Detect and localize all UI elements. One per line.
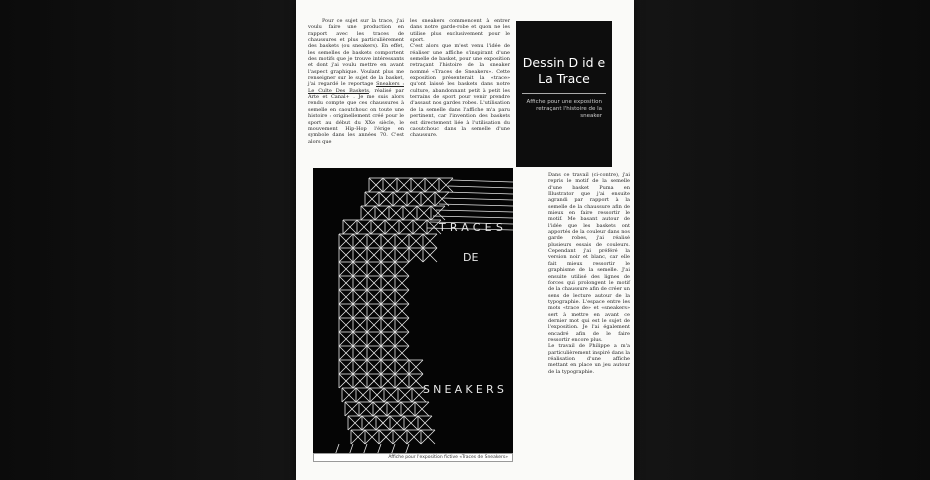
magazine-page <box>296 0 634 480</box>
title-box <box>516 21 612 167</box>
pattern-line <box>436 210 513 212</box>
paragraph: C'est alors que m'est venu l'idée de réaliser une affiche s'inspirant d'une semelle de basket, pour une exposition retraçant l'histoire de la sneaker nommé «Traces de Sneakers». Cette exposition présenterait la «trace» qu'ont laissé les baskets dans notre culture, abandonnant petit à petit les terrains de sport pour venir prendre d'assaut nos gardes robes. L'utilisation de la semelle dans l'affiche m'a paru pertinent, car l'invention des baskets est directement liée à l'utilisation du caoutchouc dans la semelle d'une chaussure. <box>410 43 510 139</box>
paragraph: les sneakers commencent à entrer dans notre garde-robe et quon ne les utilise plus exclusivement pour le sport. <box>410 18 510 44</box>
paragraph <box>308 18 404 145</box>
pattern-line <box>433 216 513 218</box>
pattern-line <box>442 198 513 200</box>
text-column-middle <box>410 18 510 139</box>
text-run: Pour ce sujet sur la trace, j'ai voulu faire une production en rapport avec les traces de chaussures et plus particulièrement des baskets (ou sneakers). En effet, les semelles de baskets comportent des motifs que je trouve intéressants et dont j'ai voulu mettre en avant l'aspect graphique. Voulant plus me renseigner sur le sujet de la basket, j'ai regardé le reportage <box>308 18 404 88</box>
title-line-1: Dessin D id e <box>522 55 606 70</box>
documentary-title: Sneakers : Le Culte Des Baskets <box>308 81 404 94</box>
poster-word-de: DE <box>463 251 479 264</box>
divider <box>522 93 606 94</box>
article-title <box>516 55 612 87</box>
sole-pattern-graphic <box>313 168 513 461</box>
pattern-line <box>451 180 513 182</box>
pattern-line <box>448 186 513 188</box>
paragraph: Dans ce travail (ci-contre), j'ai repris le motif de la semelle d'une basket Puma en Illustrator que j'ai ensuite agrandi par rapport à la semelle de la chaussure afin de mieux en faire ressortir le motif. Me basant autour de l'idée que les baskets ont apportés de la couleur dans nos garde robes, j'ai réalisé plusieurs essais de couleurs. Cependant j'ai préféré la version noir et blanc, car elle fait mieux ressortir le graphisme de la semelle. J'ai ensuite utilisé des lignes de forces qui prolongent le motif de la chaussure afin de créer un sens de lecture autour de la typographie. L'espace entre les mots «trace de» et «sneakers» sert à mettre en avant ce dernier mot qui est le sujet de l'exposition. Je l'ai également encadré afin de le faire ressortir encore plus. <box>548 172 630 343</box>
text-column-left <box>308 18 404 145</box>
text-column-right <box>548 172 630 375</box>
pattern-line <box>439 204 513 206</box>
poster-caption: Affiche pour l'exposition fictive «Traces de Sneakers» <box>313 453 513 462</box>
poster-word-traces: TRACES <box>438 221 507 234</box>
poster-word-sneakers: SNEAKERS <box>422 383 507 396</box>
paragraph: Le travail de Philippe a m'a particulièrement inspiré dans la réalisation d'une affiche mettant en place un jeu autour de la typographie. <box>548 343 630 375</box>
poster-image <box>313 168 513 461</box>
pattern-line <box>445 192 513 194</box>
article-subtitle: Affiche pour une exposition retraçant l'histoire de la sneaker <box>526 99 602 119</box>
text-run: , réalisé par Arte et Canal+ . Je me suis alors rendu compte que ces chaussures à semelle en caoutchouc on toute une histoire : originellement créé pour le sport au début du XXe siècle, le mouvement Hip-Hop l'érige en symbole dans les années 70. C'est alors que <box>308 87 404 145</box>
title-line-2: La Trace <box>538 71 590 86</box>
